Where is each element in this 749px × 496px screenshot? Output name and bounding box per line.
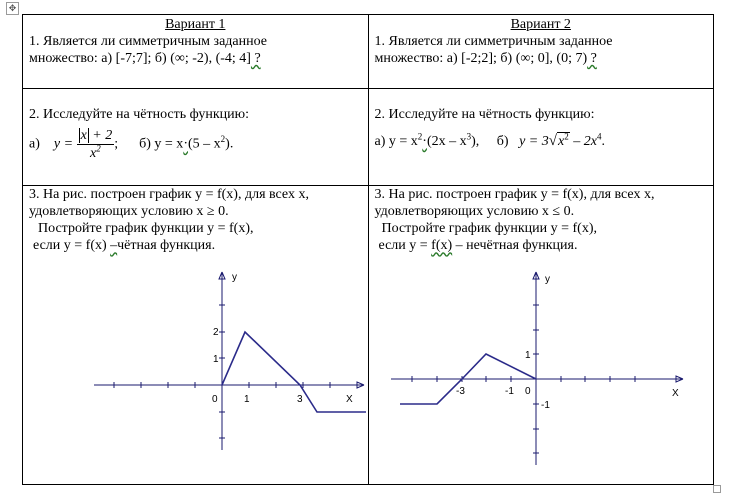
v2-origin-label: 0 [524,386,531,398]
v1-task2-a-label: а) [29,136,40,152]
cell-v2-task3[interactable] [368,186,714,485]
v1-abs-x: x [80,128,87,144]
v2-tick-xneg1: -1 [504,386,514,398]
v2-task2-b-end: . [601,134,605,150]
v1-task3-line4-prefix: если y = f(x) [33,238,111,254]
v1-task2-heading: 2. Исследуйте на чётность функцию: [29,107,249,123]
move-icon: ✥ [8,3,17,13]
v2-task2-a-exp: 2 [417,131,423,142]
v1-num-tail: + 2 [92,128,113,144]
v2-task1-question: ? [587,51,597,66]
cell-v1-task1[interactable] [23,15,369,89]
worksheet-table [22,14,714,485]
v2-task2-b-exp: 4 [596,131,602,142]
v2-task3-line2: удовлетворяющих условию x ≤ 0. [374,204,575,220]
v1-task2-b-label: б) y = x [139,136,184,152]
v1-den-exp: 2 [96,143,101,154]
v1-tick-y1: 1 [213,354,219,366]
v1-task2-formula [29,127,362,162]
table-move-handle[interactable] [6,2,19,15]
v2-task2-b-sqrt [557,132,570,150]
v1-task3-line2: удовлетворяющих условию x ≥ 0. [29,204,229,220]
v2-tick-yneg1: -1 [540,400,550,412]
v1-task2-b-tail: (5 – x [187,136,221,152]
v1-task2-sep: ; [114,136,119,152]
v1-task2-a-lhs: y = [53,136,74,152]
variant2-heading: Вариант 2 [510,17,571,32]
v1-task1-line2-text: множество: а) [-7;7]; б) (∞; -2), (-4; 4] [29,51,251,66]
v2-task2-a-dot: · [422,134,427,150]
v2-task2-a-end: ), [471,134,480,150]
cell-v2-task2[interactable] [368,89,714,186]
v2-task3-line4-prefix: если y = [378,238,432,254]
v1-tick-x1: 1 [244,394,250,406]
v1-task2-a-fraction [77,127,115,162]
v2-task3-line1: 3. На рис. построен график y = f(x), для всех x, [374,187,655,203]
v1-task3-line4-suffix: чётная функция. [117,238,216,254]
v1-den-base: x [90,146,97,162]
v2-y-label: y [544,274,550,286]
cell-v1-task3[interactable] [23,186,369,485]
variant1-heading: Вариант 1 [165,17,226,32]
v2-task1-line2-text: множество: а) [-2;2]; б) (∞; 0], (0; 7) [374,51,588,66]
v1-task3-line1: 3. На рис. построен график y = f(x), для всех x, [29,187,309,203]
v1-origin-label: 0 [212,394,218,406]
v2-task2-a-mid: (2x – x [426,134,467,150]
table-resize-handle[interactable] [713,485,721,493]
v2-task2-b-radicand-exp: 2 [564,131,569,142]
v2-task2-a-exp2: 3 [466,131,472,142]
v2-task2-b-lhs: y = 3 [519,134,549,150]
v1-graph [84,270,374,450]
v2-task2-b-label: б) [496,134,509,150]
v2-task2-formula: а) $y = x^2\cdot(2x - x^3)$, б) $y = 3√x^2 - 2x^4$. [374,131,605,150]
v2-task3-line4-fx: f(x) [431,238,453,254]
v1-task3-line4-dash: – [110,238,118,254]
v2-tick-xneg3: -3 [455,386,465,398]
v1-task2-b-end: ). [225,136,234,152]
v2-task3-line4-suffix: – нечётная функция. [452,238,578,254]
v1-task1-line1: 1. Является ли симметричным заданное [29,34,267,49]
v1-y-label: y [232,272,237,284]
v1-task3-line3: Постройте график функции y = f(x), [38,221,254,237]
v1-task1-line2 [29,50,362,67]
v2-task1-line1: 1. Является ли симметричным заданное [374,34,613,49]
v2-task2-b-radicand: x [558,134,565,150]
v2-task2-heading: 2. Исследуйте на чётность функцию: [374,107,595,123]
v1-tick-y2: 2 [213,327,219,339]
cell-v1-task2[interactable] [23,89,369,186]
cell-v2-task1[interactable] [368,15,714,89]
v2-tick-y1: 1 [524,350,531,362]
v1-task2-b-exp: 2 [220,134,226,145]
v1-x-label: X [346,394,353,406]
v1-task3-line4 [29,237,362,254]
v2-task1-line2 [375,50,708,67]
v2-task2-b-minus: – 2x [573,134,597,150]
v2-task3-line3: Постройте график функции y = f(x), [381,221,597,237]
v2-x-label: X [671,388,679,400]
v2-task2-a-prefix: а) y = x [374,134,418,150]
v1-task1-question: ? [250,51,261,66]
v2-task3-line4 [375,237,708,254]
v1-tick-x3: 3 [297,394,303,406]
v2-graph [385,270,695,465]
v1-task2-b-dot: · [183,136,188,152]
